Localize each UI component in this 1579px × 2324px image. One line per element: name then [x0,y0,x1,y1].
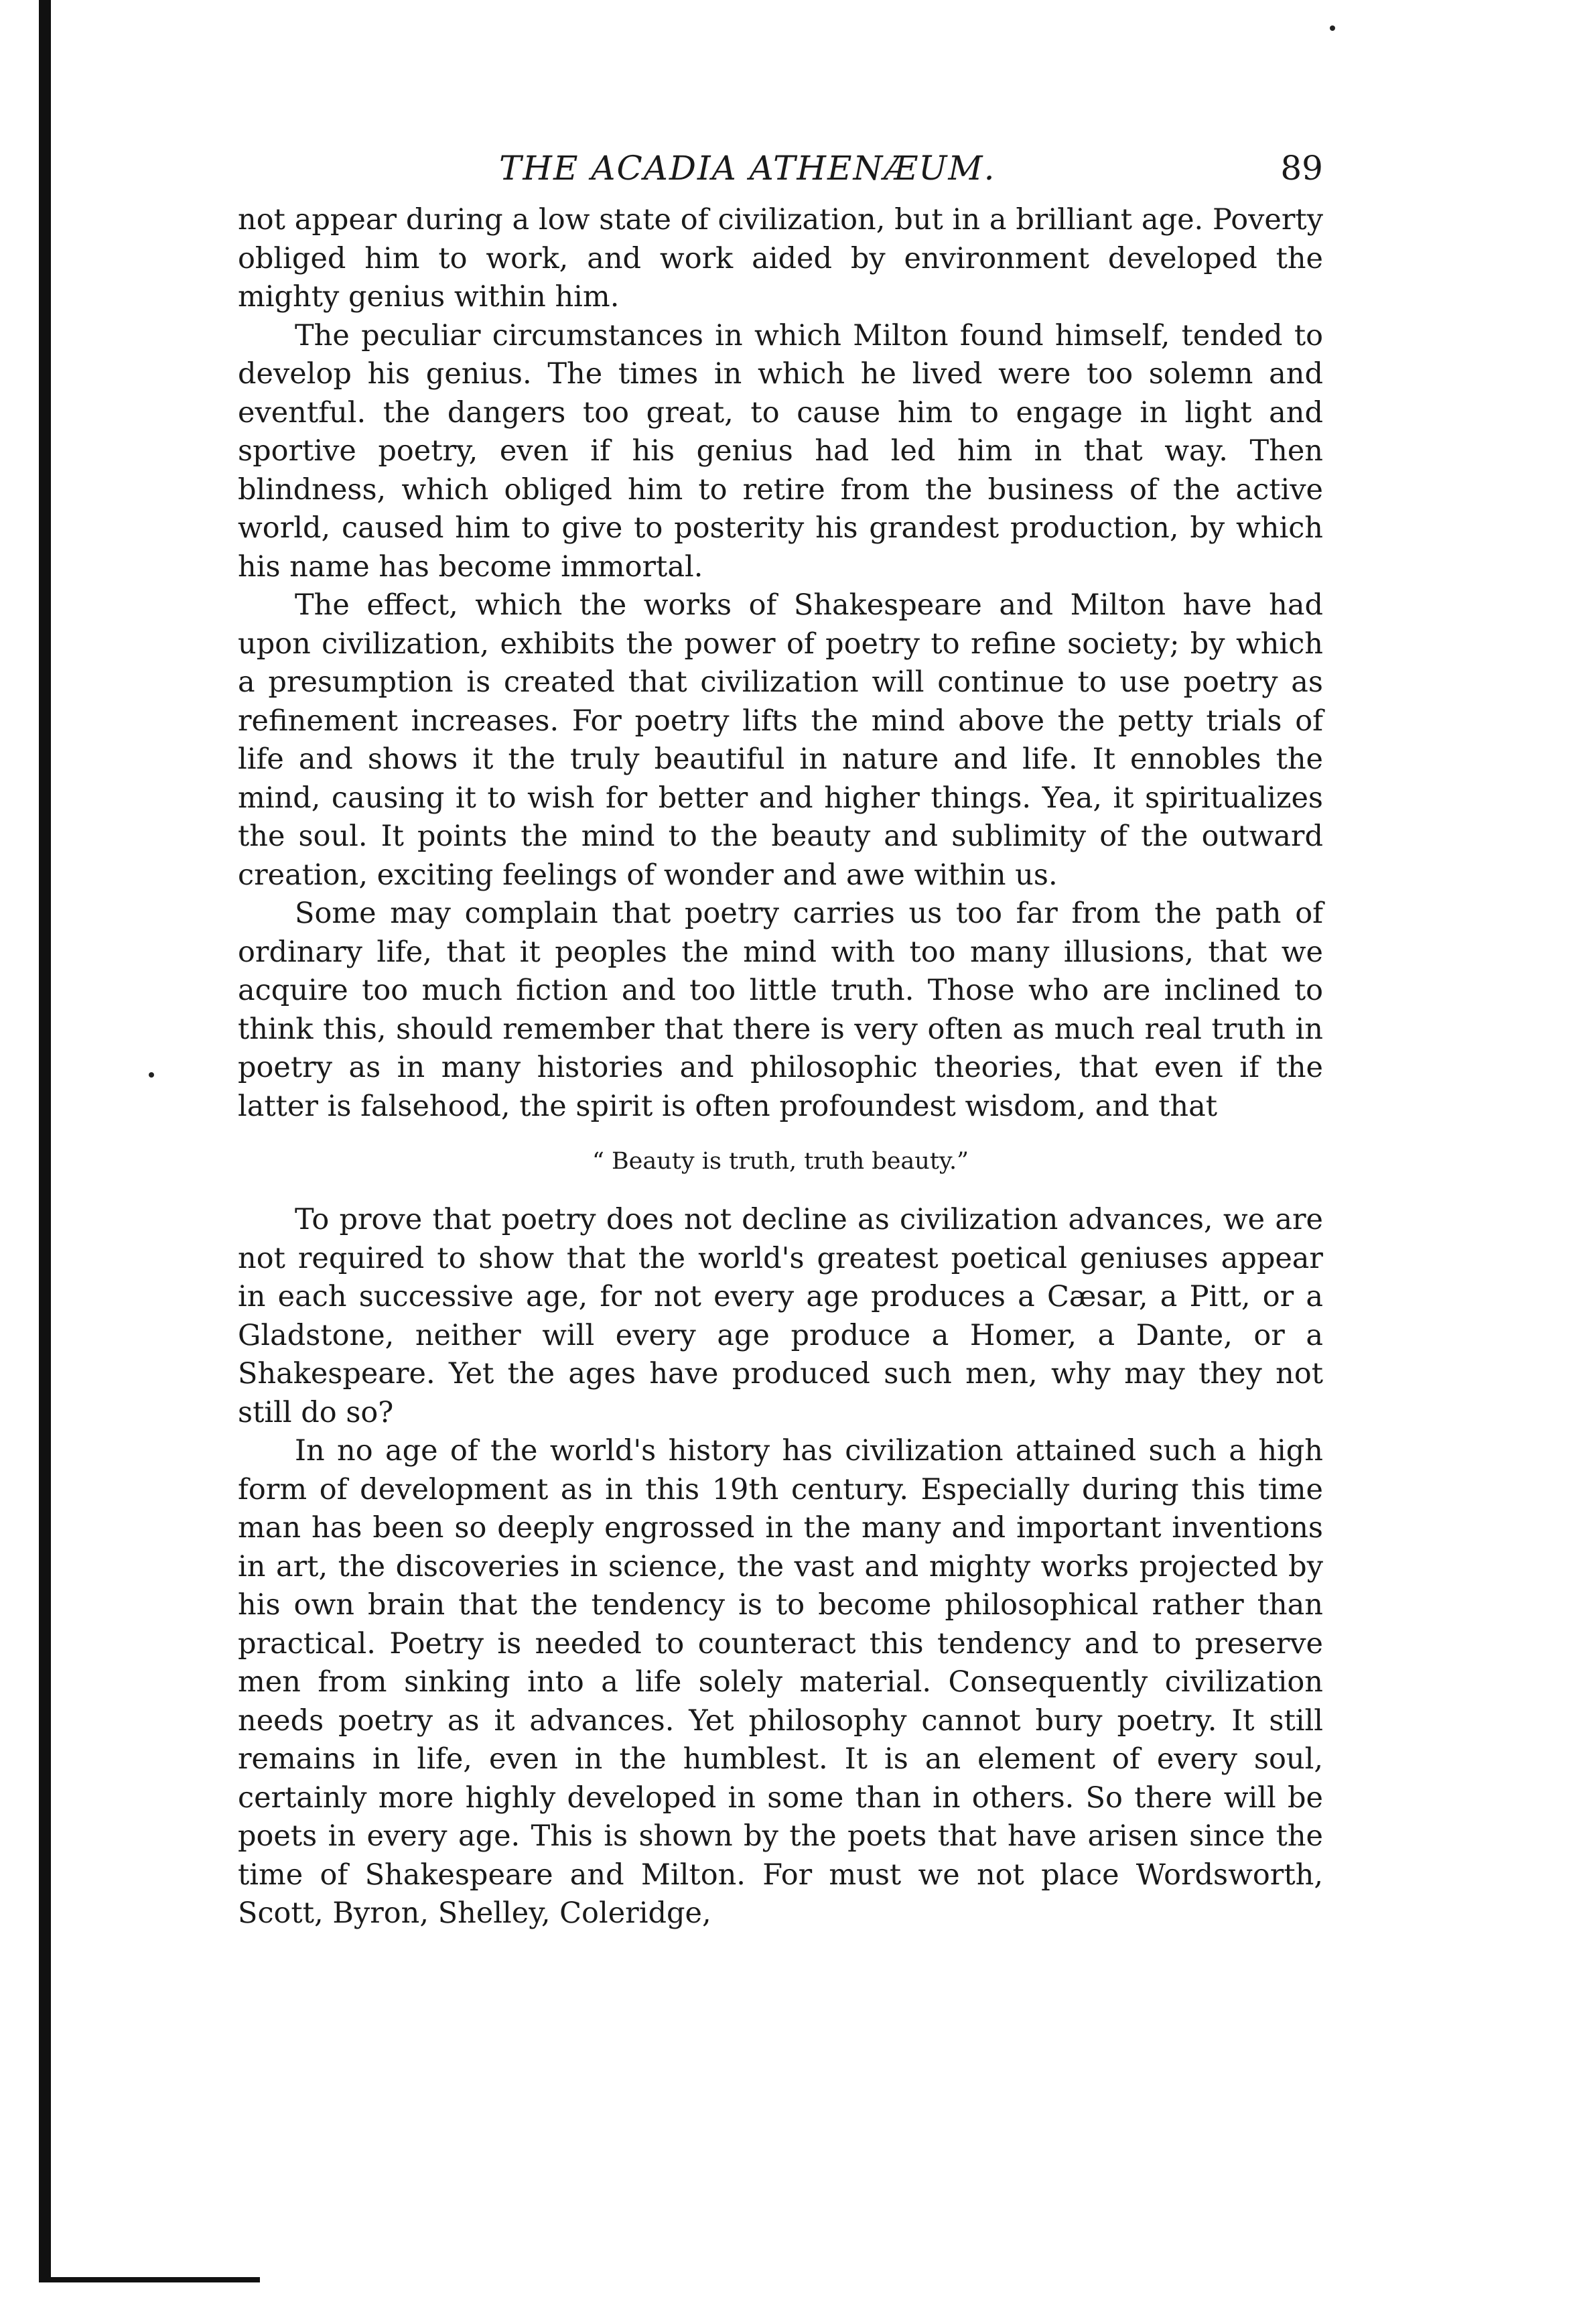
print-speck [149,1072,154,1078]
binding-edge-line [39,0,51,2278]
binding-edge-foot [39,2277,260,2282]
page-number: 89 [1280,149,1323,188]
running-head [238,134,1323,201]
paragraph: The effect, which the works of Shakespeare and Milton have had upon civilization, exhibits the power of poetry to refine society; by which a presumption is created that civilization will continue to use poetry as refinement increases. For poetry lifts the mind above the petty trials of life and shows it the truly beautiful in nature and life. It ennobles the mind, causing it to wish for better and higher things. Yea, it spiritualizes the soul. It points the mind to the beauty and sublimity of the outward creation, exciting feelings of wonder and awe within us. [238,588,1323,892]
print-speck [1330,25,1335,31]
journal-title: THE ACADIA ATHENÆUM. [499,149,996,188]
paragraph: To prove that poetry does not decline as civilization advances, we are not required to show that the world's greatest poetical geniuses appear in each successive age, for not every age produces a Cæsar, a Pitt, or a Gladstone, neither will every age produce a Homer, a Dante, or a Shakespeare. Yet the ages have produced such men, why may they not still do so? [238,1203,1323,1429]
paragraph: not appear during a low state of civilization, but in a brilliant age. Poverty obliged him to work, and work aided by environment developed the mighty genius within him. [238,203,1323,314]
page-content [238,134,1323,1933]
paragraph: Some may complain that poetry carries us too far from the path of ordinary life, that it peoples the mind with too many illusions, that we acquire too much fiction and too little truth. Those who are inclined to think this, should remember that there is very often as much real truth in poetry as in many histories and philosophic theories, that even if the latter is falsehood, the spirit is often profoundest wisdom, and that [238,897,1323,1123]
paragraph: In no age of the world's history has civilization attained such a high form of development as in this 19th century. Especially during this time man has been so deeply engrossed in the many and important inventions in art, the discoveries in science, the vast and mighty works projected by his own brain that the tendency is to become philosophical rather than practical. Poetry is needed to counteract this tendency and to preserve men from sinking into a life solely material. Consequently civilization needs poetry as it advances. Yet philosophy cannot bury poetry. It still remains in life, even in the humblest. It is an element of every soul, certainly more highly developed in some than in others. So there will be poets in every age. This is shown by the poets that have arisen since the time of Shakespeare and Milton. For must we not place Wordsworth, Scott, Byron, Shelley, Coleridge, [238,1434,1323,1930]
paragraph: The peculiar circumstances in which Milton found himself, tended to develop his genius. The times in which he lived were too solemn and eventful. the dangers too great, to cause him to engage in light and sportive poetry, even if his genius had led him in that way. Then blindness, which obliged him to retire from the business of the active world, caused him to give to posterity his grandest production, by which his name has become immortal. [238,318,1323,584]
quotation: “ Beauty is truth, truth beauty.” [592,1148,969,1175]
